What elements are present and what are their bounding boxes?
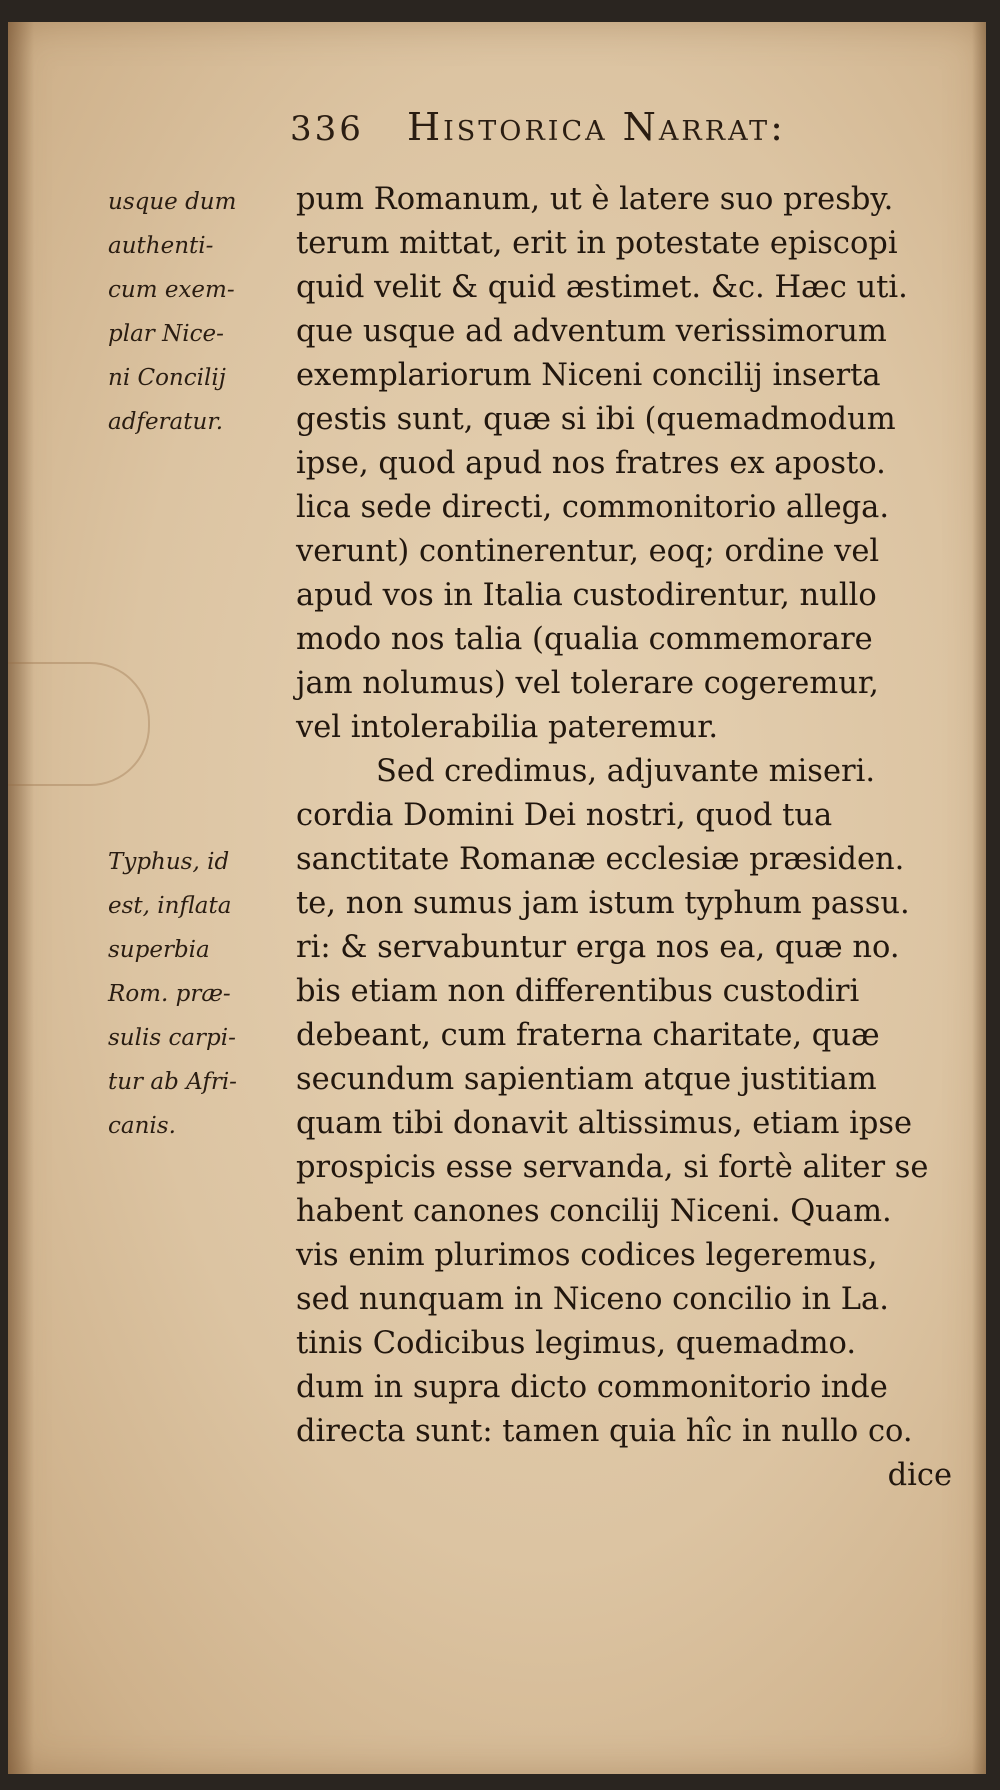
- marginal-line: cum exem-: [108, 277, 235, 303]
- page-number: 336: [290, 109, 364, 149]
- text-line: Sed credimus, adjuvante miseri.: [376, 754, 876, 789]
- text-line: jam nolumus) vel tolerare cogeremur,: [296, 666, 879, 701]
- running-title: Historica Narrat:: [407, 105, 786, 149]
- text-line: directa sunt: tamen quia hîc in nullo co.: [296, 1414, 913, 1449]
- text-line: que usque ad adventum verissimorum: [296, 314, 887, 349]
- text-line: secundum sapientiam atque justitiam: [296, 1062, 877, 1097]
- text-line: prospicis esse servanda, si fortè aliter se: [296, 1150, 929, 1185]
- marginal-line: adferatur.: [108, 409, 224, 435]
- marginal-line: Typhus, id: [108, 849, 230, 875]
- page-gutter-shadow: [8, 22, 34, 1774]
- marginal-line: authenti-: [108, 233, 214, 259]
- text-line: vel intolerabilia pateremur.: [296, 710, 719, 745]
- marginal-line: canis.: [108, 1113, 176, 1139]
- catchword: dice: [887, 1458, 952, 1493]
- marginal-line: tur ab Afri-: [108, 1069, 237, 1095]
- text-line: quam tibi donavit altissimus, etiam ipse: [296, 1106, 913, 1141]
- marginal-line: Rom. præ-: [108, 981, 231, 1007]
- marginal-line: plar Nice-: [108, 321, 224, 347]
- text-line: te, non sumus jam istum typhum passu.: [296, 886, 910, 921]
- text-line: ri: & servabuntur erga nos ea, quæ no.: [296, 930, 900, 965]
- text-line: verunt) continerentur, eoq; ordine vel: [296, 534, 880, 569]
- marginal-line: usque dum: [108, 189, 237, 215]
- text-line: apud vos in Italia custodirentur, nullo: [296, 578, 877, 613]
- text-line: ipse, quod apud nos fratres ex aposto.: [296, 446, 886, 481]
- text-line: debeant, cum fraterna charitate, quæ: [296, 1018, 880, 1053]
- marginal-note-1: [108, 180, 298, 444]
- text-line: vis enim plurimos codices legeremus,: [296, 1238, 878, 1273]
- text-line: lica sede directi, commonitorio allega.: [296, 490, 890, 525]
- text-line: quid velit & quid æstimet. &c. Hæc uti.: [296, 270, 908, 305]
- page-fold-mark: [8, 662, 150, 786]
- text-line: sanctitate Romanæ ecclesiæ præsiden.: [296, 842, 905, 877]
- text-line: terum mittat, erit in potestate episcopi: [296, 226, 898, 261]
- text-line: cordia Domini Dei nostri, quod tua: [296, 798, 833, 833]
- marginal-line: est, inflata: [108, 893, 232, 919]
- text-line: modo nos talia (qualia commemorare: [296, 622, 873, 657]
- running-header: [290, 105, 786, 149]
- marginal-line: ni Concilij: [108, 365, 226, 391]
- text-line: pum Romanum, ut è latere suo presby.: [296, 182, 894, 217]
- marginal-line: superbia: [108, 937, 210, 963]
- marginal-line: sulis carpi-: [108, 1025, 236, 1051]
- text-line: exemplariorum Niceni concilij inserta: [296, 358, 881, 393]
- text-line: tinis Codicibus legimus, quemadmo.: [296, 1326, 857, 1361]
- text-line: bis etiam non differentibus custodiri: [296, 974, 860, 1009]
- body-text: [296, 178, 976, 1498]
- text-line: habent canones concilij Niceni. Quam.: [296, 1194, 892, 1229]
- text-line: gestis sunt, quæ si ibi (quemadmodum: [296, 402, 896, 437]
- text-line: dum in supra dicto commonitorio inde: [296, 1370, 888, 1405]
- text-line: sed nunquam in Niceno concilio in La.: [296, 1282, 889, 1317]
- marginal-note-2: [108, 840, 298, 1148]
